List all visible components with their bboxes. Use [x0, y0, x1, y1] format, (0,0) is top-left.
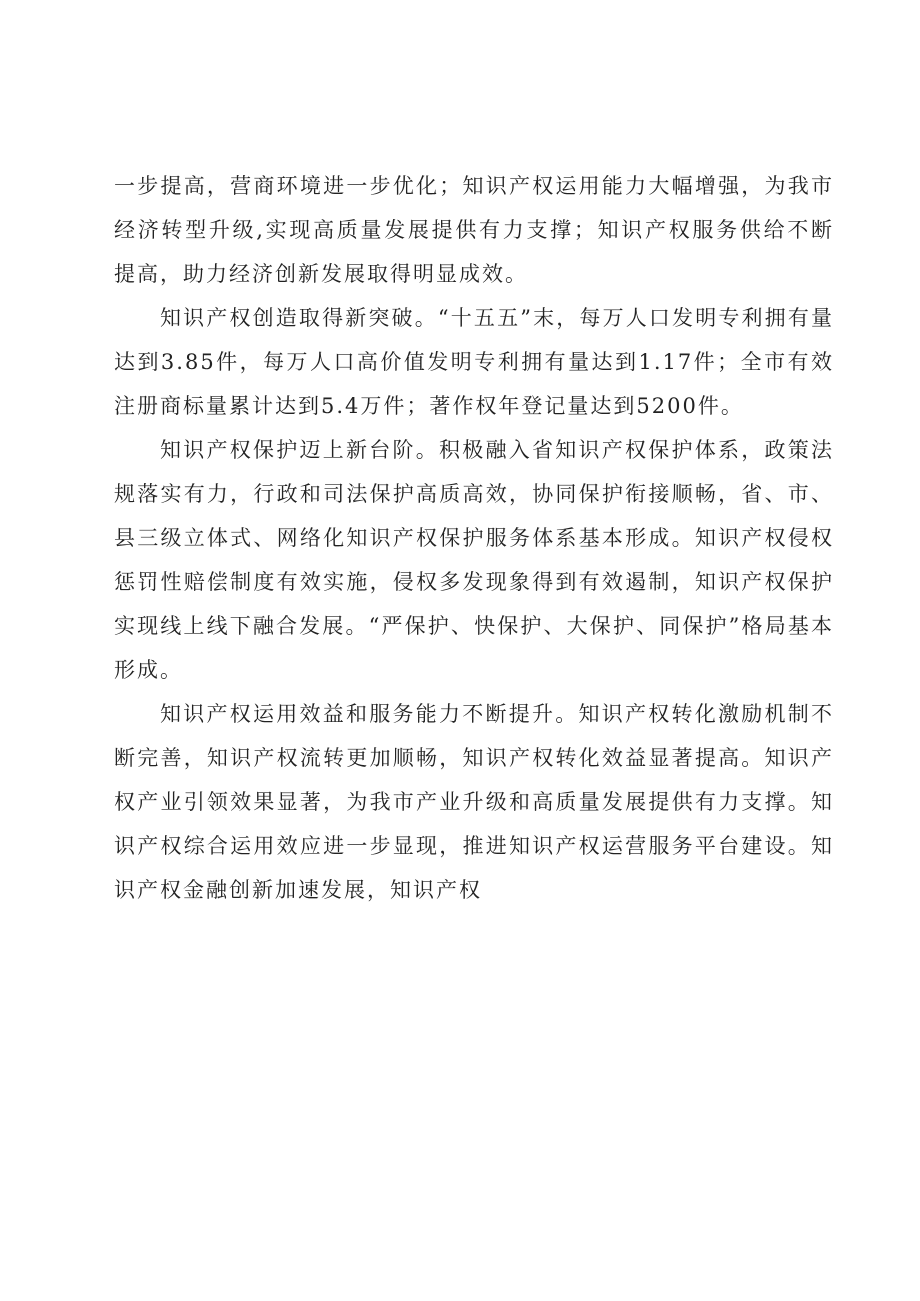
- paragraph-2: 知识产权创造取得新突破。“十五五”末，每万人口发明专利拥有量达到3.85件，每万人口高价值发明专利拥有量达到1.17件；全市有效注册商标量累计达到5.4万件；著作权年登记量达到5200件。: [114, 306, 834, 418]
- paragraph-4: 知识产权运用效益和服务能力不断提升。知识产权转化激励机制不断完善，知识产权流转更加顺畅，知识产权转化效益显著提高。知识产权产业引领效果显著，为我市产业升级和高质量发展提供有力支撑。知识产权综合运用效应进一步显现，推进知识产权运营服务平台建设。知识产权金融创新加速发展，知识产权: [114, 702, 834, 902]
- document-body: [114, 164, 834, 912]
- paragraph-3: 知识产权保护迈上新台阶。积极融入省知识产权保护体系，政策法规落实有力，行政和司法保护高质高效，协同保护衔接顺畅，省、市、县三级立体式、网络化知识产权保护服务体系基本形成。知识产权侵权惩罚性赔偿制度有效实施，侵权多发现象得到有效遏制，知识产权保护实现线上线下融合发展。“严保护、快保护、大保护、同保护”格局基本形成。: [114, 438, 834, 682]
- paragraph-1: 一步提高，营商环境进一步优化；知识产权运用能力大幅增强，为我市经济转型升级,实现高质量发展提供有力支撑；知识产权服务供给不断提高，助力经济创新发展取得明显成效。: [114, 174, 834, 286]
